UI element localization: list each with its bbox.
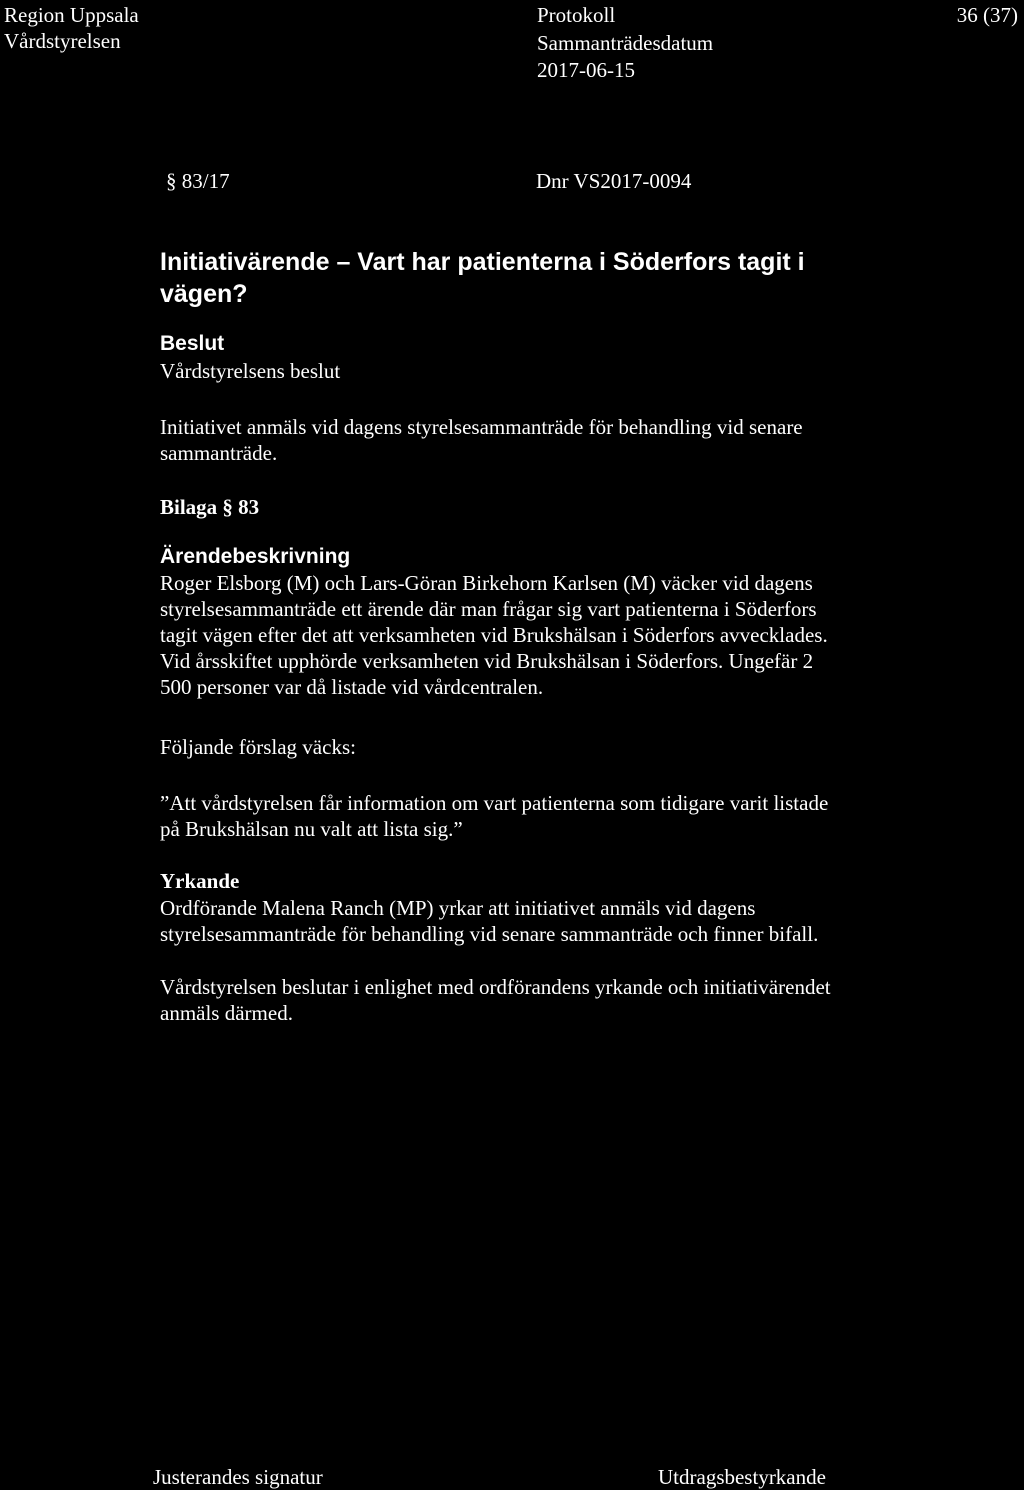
- title-line: Initiativärende – Vart har patienterna i Söderfors tagit i: [160, 248, 805, 276]
- proposal-text: [160, 790, 920, 842]
- arendebeskrivning-text: [160, 570, 920, 700]
- document-type: Protokoll: [537, 3, 616, 27]
- beslut-heading: Beslut: [160, 332, 225, 355]
- text-line: 500 personer var då listade vid vårdcentralen.: [160, 675, 544, 699]
- meeting-date-label: Sammanträdesdatum: [537, 31, 714, 55]
- meeting-date: 2017-06-15: [537, 58, 635, 82]
- decision-text: [160, 974, 920, 1026]
- proposal-intro: Följande förslag väcks:: [160, 735, 356, 759]
- page-title: [160, 246, 920, 310]
- attachment-reference: Bilaga § 83: [160, 495, 260, 519]
- yrkande-text: [160, 895, 920, 947]
- organization-name: Region Uppsala: [4, 3, 139, 27]
- text-line: sammanträde.: [160, 441, 278, 465]
- text-line: Vid årsskiftet upphörde verksamheten vid Brukshälsan i Söderfors. Ungefär 2: [160, 649, 814, 673]
- text-line: Ordförande Malena Ranch (MP) yrkar att initiativet anmäls vid dagens: [160, 896, 756, 920]
- text-line: på Brukshälsan nu valt att lista sig.”: [160, 817, 463, 841]
- beslut-subheading: Vårdstyrelsens beslut: [160, 359, 341, 383]
- yrkande-heading: Yrkande: [160, 869, 240, 893]
- text-line: anmäls därmed.: [160, 1001, 293, 1025]
- board-name: Vårdstyrelsen: [4, 29, 121, 53]
- text-line: styrelsesammanträde ett ärende där man frågar sig vart patienterna i Söderfors: [160, 597, 817, 621]
- signature-label: Justerandes signatur: [153, 1465, 323, 1489]
- title-line: vägen?: [160, 280, 248, 308]
- text-line: Vårdstyrelsen beslutar i enlighet med ordförandens yrkande och initiativärendet: [160, 975, 831, 999]
- text-line: Roger Elsborg (M) och Lars-Göran Birkehorn Karlsen (M) väcker vid dagens: [160, 571, 813, 595]
- beslut-text: [160, 414, 920, 466]
- text-line: tagit vägen efter det att verksamheten vid Brukshälsan i Söderfors avvecklades.: [160, 623, 828, 647]
- page-number: 36 (37): [956, 3, 1018, 27]
- text-line: Initiativet anmäls vid dagens styrelsesammanträde för behandling vid senare: [160, 415, 803, 439]
- text-line: styrelsesammanträde för behandling vid senare sammanträde och finner bifall.: [160, 922, 819, 946]
- extract-certification-label: Utdragsbestyrkande: [658, 1465, 826, 1489]
- text-line: ”Att vårdstyrelsen får information om vart patienterna som tidigare varit listade: [160, 791, 829, 815]
- paragraph-number: § 83/17: [166, 169, 230, 193]
- arendebeskrivning-heading: Ärendebeskrivning: [160, 545, 351, 568]
- case-number: Dnr VS2017-0094: [536, 169, 692, 193]
